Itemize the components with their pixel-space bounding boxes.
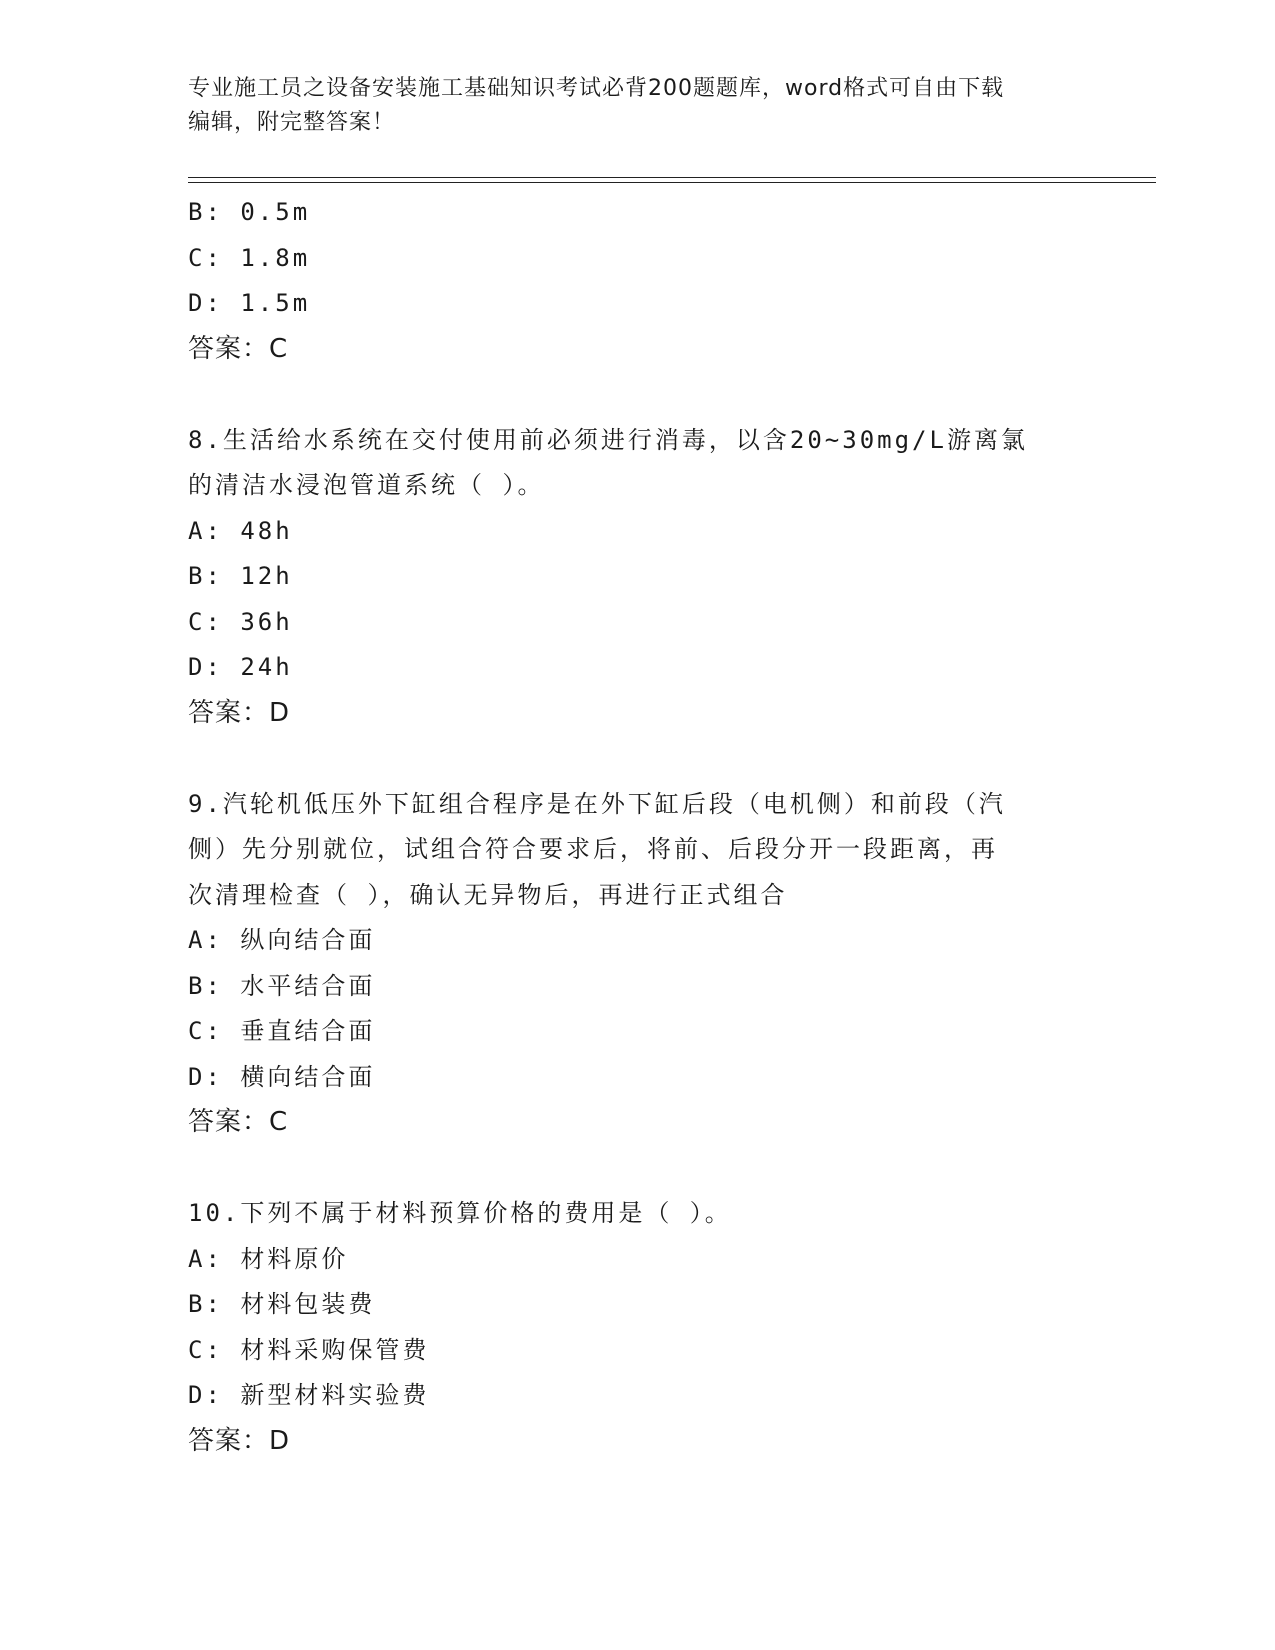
option-d: D: 新型材料实验费 <box>188 1381 430 1409</box>
answer-line: 答案：C <box>188 1107 289 1137</box>
option-c: C: 1.8m <box>188 243 311 272</box>
option-b: B: 材料包装费 <box>188 1290 376 1318</box>
spacer <box>188 736 1068 782</box>
question-stem: 侧）先分别就位，试组合符合要求后，将前、后段分开一段距离，再 <box>188 835 998 863</box>
spacer <box>188 372 1068 418</box>
option-c: C: 材料采购保管费 <box>188 1335 430 1364</box>
question-stem: 9.汽轮机低压外下缸组合程序是在外下缸后段（电机侧）和前段（汽 <box>188 789 1006 818</box>
header-line-2: 编辑，附完整答案！ <box>188 110 396 135</box>
document-header <box>188 72 1068 140</box>
question-stem: 10.下列不属于材料预算价格的费用是（ ）。 <box>188 1199 732 1227</box>
option-d: D: 1.5m <box>188 289 311 317</box>
header-line-1: 专业施工员之设备安装施工基础知识考试必背200题题库，word格式可自由下载 <box>188 76 1005 101</box>
option-b: B: 水平结合面 <box>188 971 376 1000</box>
option-c: C: 垂直结合面 <box>188 1017 376 1045</box>
question-stem: 的清洁水浸泡管道系统（ ）。 <box>188 471 545 499</box>
option-b: B: 0.5m <box>188 198 311 226</box>
question-10 <box>188 1191 1068 1464</box>
option-a: A: 48h <box>188 516 293 545</box>
question-8 <box>188 418 1068 737</box>
question-9 <box>188 782 1068 1146</box>
question-stem: 次清理检查（ ），确认无异物后，再进行正式组合 <box>188 880 788 909</box>
question-7-tail <box>188 190 1068 372</box>
answer-line: 答案：C <box>188 333 289 364</box>
header-divider-top <box>188 177 1156 178</box>
option-d: D: 24h <box>188 653 293 681</box>
option-d: D: 横向结合面 <box>188 1062 376 1091</box>
header-divider-bottom <box>188 182 1156 183</box>
option-a: A: 纵向结合面 <box>188 926 376 954</box>
spacer <box>188 1146 1068 1192</box>
option-a: A: 材料原价 <box>188 1244 349 1273</box>
answer-line: 答案：D <box>188 697 291 728</box>
option-c: C: 36h <box>188 607 293 636</box>
question-list <box>188 190 1068 1464</box>
answer-line: 答案：D <box>188 1425 291 1456</box>
option-b: B: 12h <box>188 562 293 590</box>
question-stem: 8.生活给水系统在交付使用前必须进行消毒，以含20~30mg/L游离氯 <box>188 425 1028 454</box>
